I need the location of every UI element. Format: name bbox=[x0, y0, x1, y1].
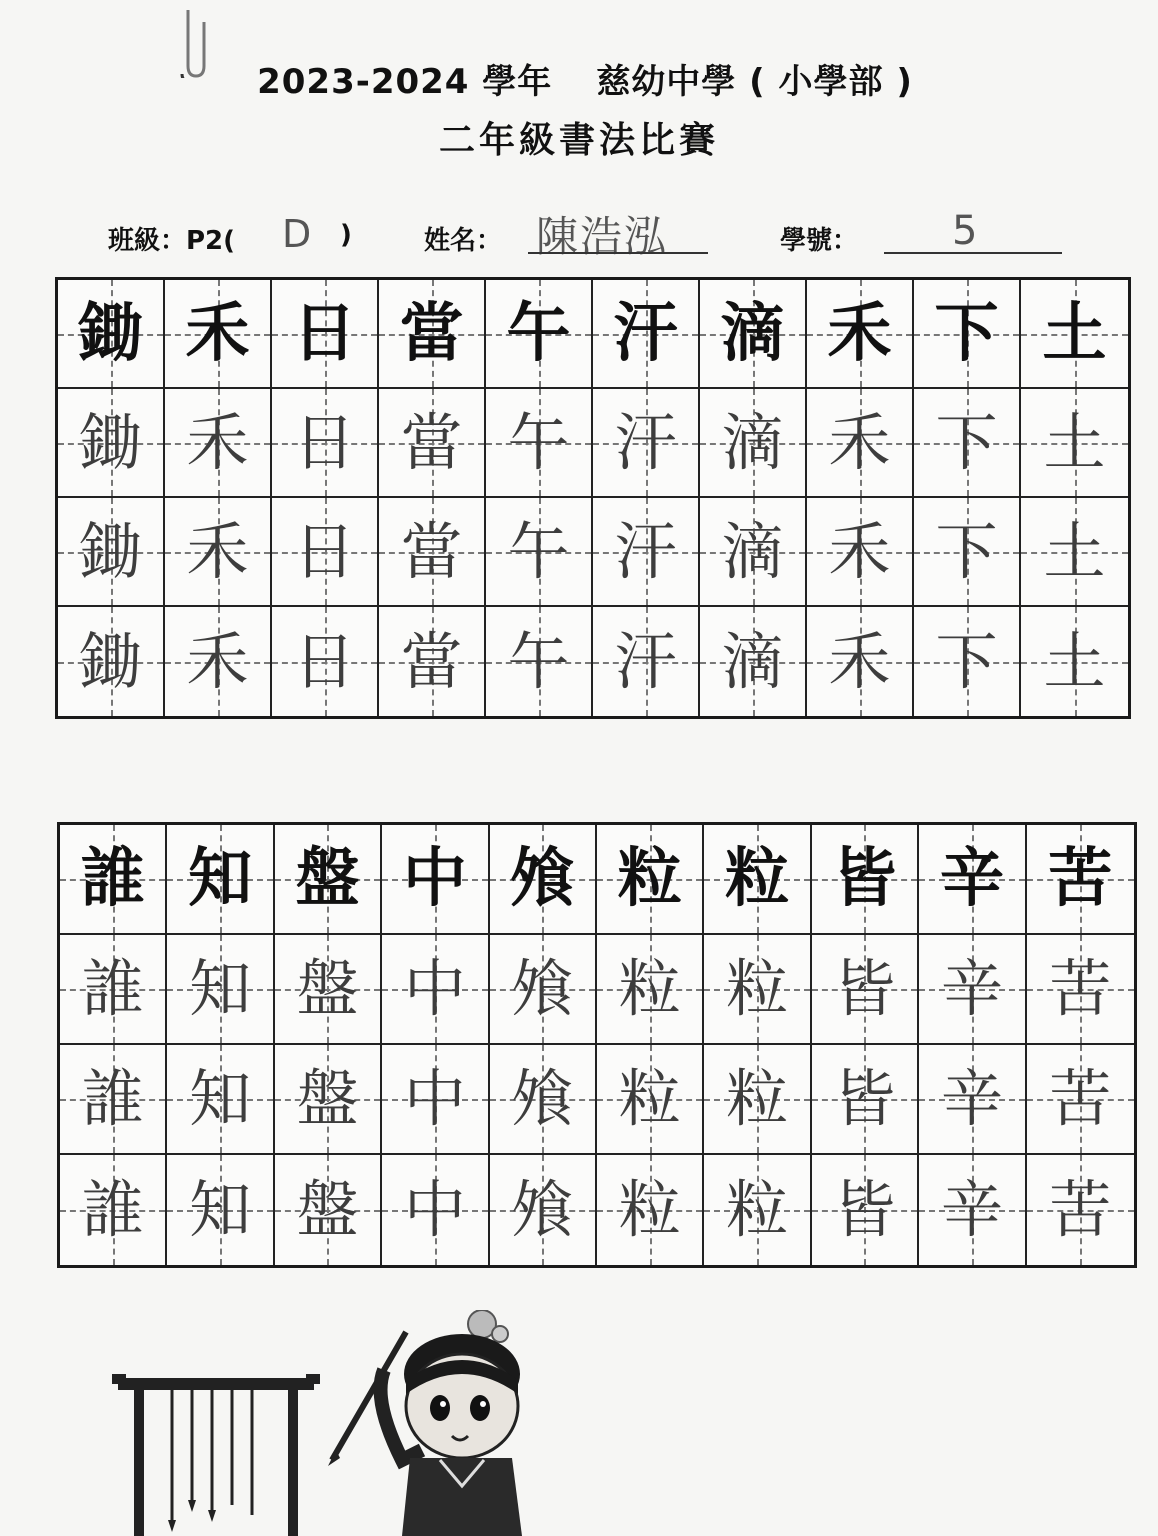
grid-cell[interactable] bbox=[490, 1155, 597, 1265]
grid-cell[interactable] bbox=[597, 1045, 704, 1155]
grid-cell[interactable] bbox=[165, 607, 272, 716]
grid-cell[interactable] bbox=[165, 498, 272, 607]
handwritten-character: 禾 bbox=[186, 624, 249, 698]
grid-cell[interactable] bbox=[167, 1045, 274, 1155]
model-character: 滴 bbox=[720, 295, 785, 371]
grid-cell[interactable] bbox=[58, 389, 165, 498]
grid-cell[interactable] bbox=[593, 607, 700, 716]
handwritten-character: 下 bbox=[935, 624, 998, 698]
grid-cell[interactable] bbox=[914, 498, 1021, 607]
handwritten-character: 辛 bbox=[940, 1062, 1003, 1135]
grid-cell[interactable] bbox=[704, 1045, 811, 1155]
grid-cell[interactable] bbox=[58, 607, 165, 716]
grid-cell[interactable] bbox=[379, 498, 486, 607]
grid-cell[interactable] bbox=[272, 498, 379, 607]
grid-cell[interactable] bbox=[167, 1155, 274, 1265]
handwritten-character: 知 bbox=[189, 952, 252, 1025]
handwritten-character: 日 bbox=[293, 514, 356, 588]
school-year: 2023-2024 學年 bbox=[257, 62, 553, 102]
handwritten-character: 鋤 bbox=[79, 405, 142, 479]
handwritten-character: 粒 bbox=[618, 952, 681, 1025]
handwritten-character: 粒 bbox=[726, 1173, 789, 1246]
handwritten-character: 皆 bbox=[833, 1173, 896, 1246]
grid-cell[interactable] bbox=[919, 1155, 1026, 1265]
grid-cell[interactable] bbox=[593, 498, 700, 607]
model-character: 中 bbox=[402, 841, 467, 916]
grid-cell[interactable] bbox=[486, 389, 593, 498]
grid-cell[interactable] bbox=[700, 498, 807, 607]
name-value[interactable]: 陳浩泓 bbox=[536, 212, 669, 261]
model-character: 下 bbox=[934, 295, 999, 371]
model-character: 誰 bbox=[80, 841, 145, 916]
handwritten-character: 知 bbox=[189, 1173, 252, 1246]
model-character: 盤 bbox=[295, 841, 360, 916]
handwritten-character: 鋤 bbox=[79, 624, 142, 698]
grid-cell[interactable] bbox=[490, 1045, 597, 1155]
handwritten-character: 當 bbox=[400, 624, 463, 698]
class-label: 班級：P2( bbox=[108, 226, 236, 256]
grid-cell[interactable] bbox=[807, 389, 914, 498]
handwritten-character: 鋤 bbox=[79, 514, 142, 588]
handwritten-character: 知 bbox=[189, 1062, 252, 1135]
handwritten-character: 汗 bbox=[614, 405, 677, 479]
grid-cell[interactable] bbox=[1027, 1155, 1134, 1265]
grid-cell bbox=[700, 280, 807, 389]
handwritten-character: 飧 bbox=[511, 952, 574, 1025]
grid-cell bbox=[272, 280, 379, 389]
grid-cell[interactable] bbox=[812, 1045, 919, 1155]
model-character: 粒 bbox=[617, 841, 682, 916]
grid-cell[interactable] bbox=[275, 1155, 382, 1265]
grid-cell[interactable] bbox=[490, 935, 597, 1045]
number-underline bbox=[884, 252, 1062, 254]
practice-grid-1 bbox=[55, 277, 1131, 719]
grid-cell[interactable] bbox=[486, 607, 593, 716]
grid-cell[interactable] bbox=[1027, 935, 1134, 1045]
model-character: 鋤 bbox=[78, 295, 143, 371]
grid-cell bbox=[58, 280, 165, 389]
model-character: 苦 bbox=[1048, 841, 1113, 916]
handwritten-character: 辛 bbox=[940, 1173, 1003, 1246]
grid-cell[interactable] bbox=[704, 1155, 811, 1265]
grid-cell[interactable] bbox=[60, 1045, 167, 1155]
grid-cell[interactable] bbox=[382, 935, 489, 1045]
grid-cell[interactable] bbox=[382, 1045, 489, 1155]
grid-cell bbox=[593, 280, 700, 389]
header-title-line1 bbox=[0, 54, 1158, 103]
model-character: 皆 bbox=[832, 841, 897, 916]
handwritten-character: 汗 bbox=[614, 624, 677, 698]
grid-cell[interactable] bbox=[272, 607, 379, 716]
grid-cell[interactable] bbox=[914, 607, 1021, 716]
grid-cell bbox=[490, 825, 597, 935]
handwritten-character: 盤 bbox=[296, 952, 359, 1025]
grid-cell bbox=[275, 825, 382, 935]
handwritten-character: 禾 bbox=[828, 514, 891, 588]
handwritten-character: 粒 bbox=[726, 1062, 789, 1135]
grid-cell[interactable] bbox=[700, 607, 807, 716]
model-character: 土 bbox=[1042, 295, 1107, 371]
grid-cell bbox=[812, 825, 919, 935]
handwritten-character: 禾 bbox=[186, 514, 249, 588]
handwritten-character: 粒 bbox=[726, 952, 789, 1025]
grid-cell bbox=[919, 825, 1026, 935]
handwritten-character: 日 bbox=[293, 624, 356, 698]
handwritten-character: 禾 bbox=[186, 405, 249, 479]
grid-cell[interactable] bbox=[382, 1155, 489, 1265]
calligrapher-girl-illustration bbox=[322, 1310, 582, 1536]
grid-cell bbox=[165, 280, 272, 389]
grid-cell[interactable] bbox=[812, 935, 919, 1045]
grid-cell[interactable] bbox=[919, 1045, 1026, 1155]
handwritten-character: 午 bbox=[507, 624, 570, 698]
model-character: 禾 bbox=[827, 295, 892, 371]
grid-cell[interactable] bbox=[1021, 389, 1128, 498]
model-character: 辛 bbox=[939, 841, 1004, 916]
grid-cell bbox=[807, 280, 914, 389]
handwritten-character: 誰 bbox=[81, 1062, 144, 1135]
handwritten-character: 下 bbox=[935, 514, 998, 588]
handwritten-character: 粒 bbox=[618, 1062, 681, 1135]
handwritten-character: 中 bbox=[403, 952, 466, 1025]
model-character: 知 bbox=[188, 841, 253, 916]
grid-cell bbox=[379, 280, 486, 389]
grid-cell[interactable] bbox=[1027, 1045, 1134, 1155]
grid-cell[interactable] bbox=[275, 1045, 382, 1155]
model-character: 汗 bbox=[613, 295, 678, 371]
grid-cell[interactable] bbox=[379, 389, 486, 498]
handwritten-character: 滴 bbox=[721, 624, 784, 698]
grid-cell bbox=[60, 825, 167, 935]
grid-cell[interactable] bbox=[60, 1155, 167, 1265]
grid-cell bbox=[597, 825, 704, 935]
grid-cell[interactable] bbox=[167, 935, 274, 1045]
handwritten-character: 當 bbox=[400, 514, 463, 588]
handwritten-character: 土 bbox=[1043, 624, 1106, 698]
grid-cell[interactable] bbox=[165, 389, 272, 498]
grid-cell[interactable] bbox=[807, 607, 914, 716]
handwritten-character: 日 bbox=[293, 405, 356, 479]
model-character: 飧 bbox=[510, 841, 575, 916]
handwritten-character: 辛 bbox=[940, 952, 1003, 1025]
model-character: 日 bbox=[292, 295, 357, 371]
handwritten-character: 禾 bbox=[828, 624, 891, 698]
handwritten-character: 盤 bbox=[296, 1173, 359, 1246]
handwritten-character: 皆 bbox=[833, 952, 896, 1025]
grid-cell[interactable] bbox=[704, 935, 811, 1045]
model-character: 粒 bbox=[725, 841, 790, 916]
grid-cell bbox=[914, 280, 1021, 389]
model-character: 午 bbox=[506, 295, 571, 371]
grid-cell[interactable] bbox=[919, 935, 1026, 1045]
grid-cell[interactable] bbox=[700, 389, 807, 498]
grid-cell[interactable] bbox=[597, 935, 704, 1045]
student-info-row bbox=[0, 210, 1158, 260]
handwritten-character: 苦 bbox=[1049, 1173, 1112, 1246]
handwritten-character: 滴 bbox=[721, 405, 784, 479]
brush-stand-illustration bbox=[112, 1370, 322, 1536]
grid-cell[interactable] bbox=[1021, 607, 1128, 716]
grid-cell[interactable] bbox=[807, 498, 914, 607]
grid-cell[interactable] bbox=[812, 1155, 919, 1265]
handwritten-character: 土 bbox=[1043, 514, 1106, 588]
handwritten-character: 中 bbox=[403, 1062, 466, 1135]
grid-cell bbox=[486, 280, 593, 389]
model-character: 禾 bbox=[185, 295, 250, 371]
handwritten-character: 中 bbox=[403, 1173, 466, 1246]
grid-cell[interactable] bbox=[60, 935, 167, 1045]
handwritten-character: 禾 bbox=[828, 405, 891, 479]
handwritten-character: 午 bbox=[507, 514, 570, 588]
handwritten-character: 午 bbox=[507, 405, 570, 479]
number-value[interactable]: 5 bbox=[952, 208, 978, 254]
grid-cell[interactable] bbox=[593, 389, 700, 498]
grid-cell[interactable] bbox=[275, 935, 382, 1045]
grid-cell bbox=[382, 825, 489, 935]
number-label: 學號： bbox=[780, 226, 859, 256]
school-name: 慈幼中學 ( 小學部 ) bbox=[596, 62, 913, 102]
handwritten-character: 苦 bbox=[1049, 952, 1112, 1025]
handwritten-character: 當 bbox=[400, 405, 463, 479]
grid-cell[interactable] bbox=[379, 607, 486, 716]
class-close: ) bbox=[340, 220, 352, 250]
handwritten-character: 盤 bbox=[296, 1062, 359, 1135]
practice-grid-2 bbox=[57, 822, 1137, 1268]
grid-cell[interactable] bbox=[1021, 498, 1128, 607]
grid-cell bbox=[1027, 825, 1134, 935]
name-underline bbox=[528, 252, 708, 254]
name-label: 姓名： bbox=[424, 226, 503, 256]
handwritten-character: 滴 bbox=[721, 514, 784, 588]
handwritten-character: 粒 bbox=[618, 1173, 681, 1246]
class-value[interactable]: D bbox=[282, 212, 312, 256]
competition-title: 二年級書法比賽 bbox=[438, 120, 719, 161]
model-character: 當 bbox=[399, 295, 464, 371]
grid-cell[interactable] bbox=[486, 498, 593, 607]
grid-cell bbox=[167, 825, 274, 935]
handwritten-character: 飧 bbox=[511, 1173, 574, 1246]
handwritten-character: 飧 bbox=[511, 1062, 574, 1135]
grid-cell[interactable] bbox=[914, 389, 1021, 498]
handwritten-character: 皆 bbox=[833, 1062, 896, 1135]
grid-cell bbox=[1021, 280, 1128, 389]
grid-cell[interactable] bbox=[58, 498, 165, 607]
grid-cell[interactable] bbox=[597, 1155, 704, 1265]
handwritten-character: 土 bbox=[1043, 405, 1106, 479]
handwritten-character: 汗 bbox=[614, 514, 677, 588]
handwritten-character: 誰 bbox=[81, 952, 144, 1025]
grid-cell[interactable] bbox=[272, 389, 379, 498]
handwritten-character: 下 bbox=[935, 405, 998, 479]
grid-cell bbox=[704, 825, 811, 935]
handwritten-character: 苦 bbox=[1049, 1062, 1112, 1135]
handwritten-character: 誰 bbox=[81, 1173, 144, 1246]
